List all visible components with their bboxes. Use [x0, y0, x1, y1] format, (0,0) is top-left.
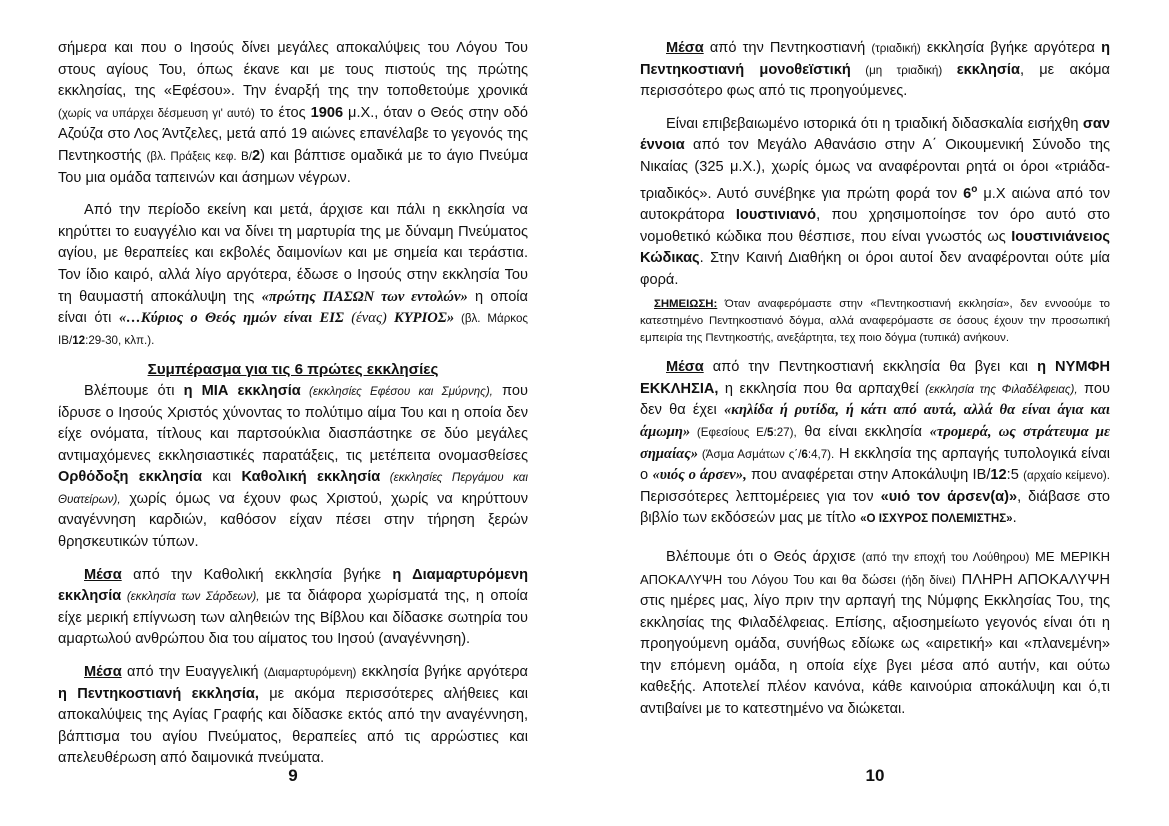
paragraph: Είναι επιβεβαιωμένο ιστορικά ότι η τριαδική διδασκαλία εισήχθη σαν έννοια από τον Μεγάλο Αθανάσιο στην Α΄ Οικουμενική Σύνοδο της Νικαίας (325 μ.Χ.), χωρίς όμως να αναφέρονται ρητά οι όροι «τριάδα-τριαδικός». Αυτό συνέβηκε για πρώτη φορά τον $6^o$ μ.Χ αιώνα από τον αυτοκράτορα Ιουστινιανό, που χρησιμοποίησε τον όρο αυτό στο νομοθετικό κώδικα που θέσπισε, που είναι γνωστός ως Ιουστινιάνειος Κώδικας. Στην Καινή Διαθήκη οι όροι αυτοί δεν αναφέρονται ούτε μία φορά. — [640, 115, 1110, 288]
paragraph: σήμερα και που ο Ιησούς δίνει μεγάλες αποκαλύψεις του Λόγου Του στους αγίους Του, όπως έκανε και με τους πιστούς της πρώτης εκκλησίας, της «Εφέσου». Την έναρξή της την τοποθετούμε χρονικά (χωρίς να υπάρχει δέσμευση γι' αυτό) το έτος 1906 μ.Χ., όταν ο Θεός στην οδό Αζούζα στο Λος Άντζελες, μετά από 19 αιώνες επανέλαβε το γεγονός της Πεντηκοστής (βλ. Πράξεις κεφ. Β/2) και βάπτισε ομαδικά με το άγιο Πνεύμα Του μια ομάδα ταπεινών και άσημων νέγρων. — [58, 40, 529, 186]
page-number: 9 — [288, 766, 298, 785]
right-page — [640, 38, 1110, 721]
paragraph: Μέσα από την Καθολική εκκλησία βγήκε η Διαμαρτυρόμενη εκκλησία (εκκλησία των Σάρδεων), με τα διάφορα χωρίσματά της, η οποία είχε μερική επίγνωση των αληθειών της Βίβλου και δίδασκε σωτηρία του αμαρτωλού ανθρώπου δια του αίματος του Ιησού (αναγέννηση). — [58, 566, 528, 648]
paragraph: Βλέπουμε ότι η ΜΙΑ εκκλησία (εκκλησίες Εφέσου και Σμύρνης), που ίδρυσε ο Ιησούς Χριστός χύνοντας το πολύτιμο αίμα Του και η οποία δεν είχε ονόματα, τίτλους και παρτσούκλια διασπάστηκε σε δύο μεγάλες αντιμαχόμενες εκκλησιαστικές παρατάξεις, τις μετέπειτα ονομασθείσες Ορθόδοξη εκκλησία και Καθολική εκκλησία (εκκλησίες Περγάμου και Θυατείρων), χωρίς όμως να έχουν φως Χριστού, χωρίς να κηρύττουν αναγέννηση καρδιών, καθόσον είχαν πέσει στην τήρηση ξερών θρησκευτικών τύπων. — [58, 382, 528, 551]
paragraph: Βλέπουμε ότι ο Θεός άρχισε (από την εποχή του Λούθηρου) ΜΕ ΜΕΡΙΚΗ ΑΠΟΚΑΛΥΨΗ του Λόγου Του και θα δώσει (ήδη δίνει) ΠΛΗΡΗ ΑΠΟΚΑΛΥΨΗ στις ημέρες μας, λίγο πριν την αρπαγή της Νύμφης Εκκλησίας Του, της εκκλησίας της Φιλαδέλφειας. Επίσης, αξιοσημείωτο γεγονός είναι ότι η προηγούμενη ομάδα, συνήθως εδίωκε ως «αιρετική» και «πλανεμένη» την επόμενη ομάδα, η οποία είχε βγει μέσα από αυτήν, και ούτω καθεξής. Αποτελεί πλέον κανόνα, κάθε καινούρια αποκάλυψη και ό,τι αντιβαίνει με το κατεστημένο να διώκεται. — [640, 548, 1110, 718]
paragraph: Μέσα από την Πεντηκοστιανή (τριαδική) εκκλησία βγήκε αργότερα η Πεντηκοστιανή μονοθεϊστική (μη τριαδική) εκκλησία, με ακόμα περισσότερο φως από τις προηγούμενες. — [640, 40, 1110, 100]
left-page — [58, 38, 528, 770]
paragraph: Μέσα από την Ευαγγελική (Διαμαρτυρόμενη) εκκλησία βγήκε αργότερα η Πεντηκοστιανή εκκλησία, με ακόμα περισσότερες αλήθειες και αποκαλύψεις της Αγίας Γραφής και δίδασκε εκτός από την αναγέννηση, βάπτισμα του αγίου Πνεύματος, θεραπείες από τις αρρώστιες και απελευθέρωση από δαιμονικά πνεύματα. — [58, 664, 528, 767]
paragraph: Μέσα από την Πεντηκοστιανή εκκλησία θα βγει και η ΝΥΜΦΗ ΕΚΚΛΗΣΙΑ, η εκκλησία που θα αρπαχθεί (εκκλησία της Φιλαδέλφειας), που δεν θα έχει «κηλίδα ή ρυτίδα, ή κάτι από αυτά, αλλά θα είναι άγια και άμωμη» (Εφεσίους Ε/5:27), θα είναι εκκλησία «τρομερά, ως στράτευμα με σημαίας» (Άσμα Ασμάτων ς΄/6:4,7). Η εκκλησία της αρπαγής τυπολογικά είναι ο «υιός ο άρσεν», που αναφέρεται στην Αποκάλυψη ΙΒ/12:5 (αρχαίο κείμενο). Περισσότερες λεπτομέρειες για τον «υιό τον άρσεν(α)», διάβασε στο βιβλίο των εκδόσεών μας με τίτλο «Ο ΙΣΧΥΡΟΣ ΠΟΛΕΜΙΣΤΗΣ». — [640, 359, 1111, 527]
page-number: 10 — [865, 766, 885, 785]
section-heading: Συμπέρασμα για τις 6 πρώτες εκκλησίες — [147, 361, 439, 379]
paragraph: Από την περίοδο εκείνη και μετά, άρχισε και πάλι η εκκλησία να κηρύττει το ευαγγέλιο και να δίνει τη μαρτυρία της με δύναμη Πνεύματος αγίου, με θεραπείες και εκβολές δαιμονίων και με σημεία και τεράστια. Τον ίδιο καιρό, αλλά λίγο αργότερα, έδωσε ο Ιησούς στην εκκλησία Του τη θαυμαστή αποκάλυψη της «πρώτης ΠΑΣΩΝ των εντολών» η οποία είναι ότι «…Κύριος ο Θεός ημών είναι ΕΙΣ (ένας) ΚΥΡΙΟΣ» (βλ. Μάρκος ΙΒ/12:29-30, κλπ.). — [58, 202, 528, 347]
note: ΣΗΜΕΙΩΣΗ: Όταν αναφερόμαστε στην «Πεντηκοστιανή εκκλησία», δεν εννοούμε το κατεστημένο Πεντηκοστιανό δόγμα, αλλά αναφερόμαστε σε όσους έχουν την προσωπική εμπειρία της Πεντηκοστής, ανεξάρτητα, τεχ ποιο δόγμα (τυπικά) ανήκουν. — [640, 298, 1110, 344]
